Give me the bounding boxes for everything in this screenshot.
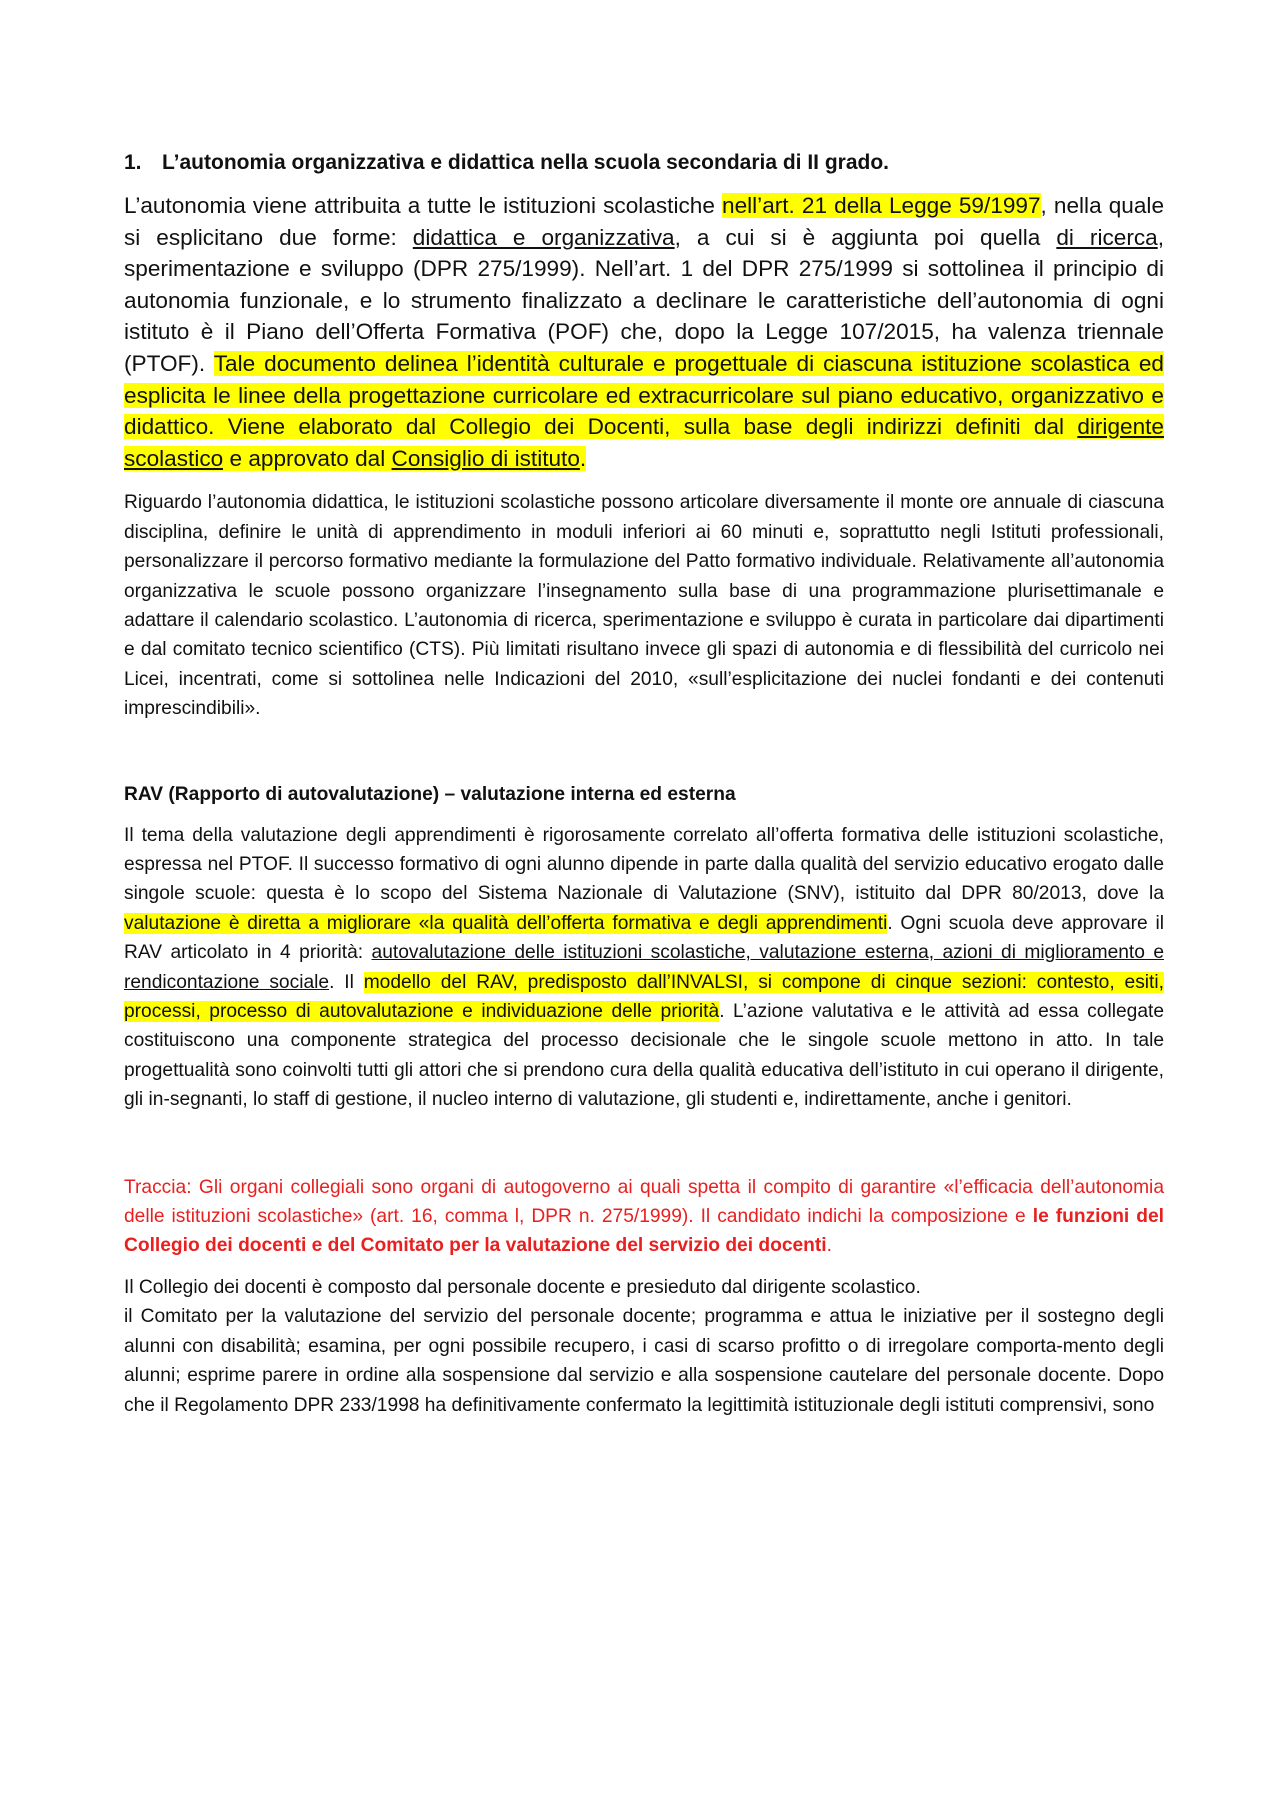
section-1-paragraph-2: Riguardo l’autonomia didattica, le istituzioni scolastiche possono articolare diversamente il monte ore annuale di ciascuna disciplina, definire le unità di apprendimento in moduli inferiori ai 60 minuti e, soprattutto negli Istituti professionali, personalizzare il percorso formativo mediante la formulazione del Patto formativo individuale. Relativamente all’autonomia organizzativa le scuole possono organizzare l’insegnamento sulla base di una programmazione plurisettimanale e adattare il calendario scolastico. L’autonomia di ricerca, sperimentazione e sviluppo è curata in particolare dai dipartimenti e dal comitato tecnico scientifico (CTS). Più limitati risultano invece gli spazi di autonomia e di flessibilità del curricolo nei Licei, incentrati, come si sottolinea nelle Indicazioni del 2010, «sull’esplicitazione dei nuclei fondanti e dei contenuti imprescindibili».: [124, 492, 1164, 720]
underline-run: didattica e organizzativa: [412, 224, 675, 250]
text-run: . Ogni scuola deve approvare il RAV articolato in 4 priorità:: [124, 912, 1164, 964]
highlight-run: Tale documento delinea l’identità culturale e progettuale di ciascuna istituzione scolastica ed esplicita le linee della progettazione curricolare ed extracurricolare sul piano educativo, organizzativo e didattico. Viene elaborato dal Collegio dei Docenti, sulla base degli indirizzi definiti dal: [124, 350, 1164, 440]
highlight-run: e approvato dal: [223, 445, 392, 471]
bold-run: le funzioni del Collegio dei docenti e del Comitato per la valutazione del servizio dei docenti: [124, 1206, 1164, 1257]
underline-run: autovalutazione delle istituzioni scolastiche, valutazione esterna, azioni di miglioramento e rendicontazione sociale: [124, 942, 1164, 993]
trace-paragraph: [124, 1173, 1164, 1261]
section-3-paragraph-1: Il Collegio dei docenti è composto dal personale docente e presieduto dal dirigente scolastico.: [124, 1276, 921, 1298]
text-run: Traccia: Gli organi collegiali sono organi di autogoverno ai quali spetta il compito di garantire «l’efficacia dell’autonomia delle istituzioni scolastiche» (art. 16, comma l, DPR n. 275/1999). Il candidato indichi la composizione e: [124, 1176, 1164, 1228]
underline-run: di ricerca: [1056, 224, 1158, 250]
text-run: . Il: [329, 971, 364, 993]
section-1-heading: [124, 148, 1164, 178]
text-run: .: [826, 1235, 832, 1257]
text-run: , sperimentazione e sviluppo (DPR 275/1999). Nell’art. 1 del DPR 275/1999 si sottolinea il principio di autonomia funzionale, e lo strumento finalizzato a declinare le caratteristiche dell’autonomia di ogni istituto è il Piano dell’Offerta Formativa (POF) che, dopo la Legge 107/2015, ha valenza triennale (PTOF).: [124, 224, 1164, 376]
section-3-paragraph-2: il Comitato per la valutazione del servizio del personale docente; programma e attua le iniziative per il sostegno degli alunni con disabilità; esamina, per ogni possibile recupero, i casi di scarso profitto o di irregolare comporta-mento degli alunni; esprime parere in ordine alla sospensione dal servizio e alla sospensione cautelare del personale docente. Dopo che il Regolamento DPR 233/1998 ha definitivamente confermato la legittimità istituzionale degli istituti comprensivi, sono: [124, 1306, 1164, 1416]
text-run: , nella quale si esplicitano due forme:: [124, 193, 1165, 250]
document-page: [124, 148, 1164, 1420]
section-2-paragraph-1: [124, 821, 1164, 1115]
section-number: 1.: [124, 151, 142, 174]
highlight-underline-run: dirigente scolastico: [124, 414, 1164, 471]
section-1-paragraph-1: [124, 190, 1164, 474]
highlight-run: modello del RAV, predisposto dall’INVALSI, si compone di cinque sezioni: contesto, esiti, processi, processo di autovalutazione e individuazione delle priorità: [124, 971, 1164, 1023]
section-1-title: L’autonomia organizzativa e didattica nella scuola secondaria di II grado.: [162, 151, 890, 174]
highlight-underline-run: Consiglio di istituto: [391, 445, 580, 471]
highlight-run: valutazione è diretta a migliorare «la qualità dell’offerta formativa e degli apprendimenti: [124, 912, 888, 934]
section-2-heading: RAV (Rapporto di autovalutazione) – valutazione interna ed esterna: [124, 783, 736, 805]
highlight-run: .: [579, 445, 587, 471]
highlight-run: nell’art. 21 della Legge 59/1997: [722, 193, 1041, 218]
text-run: L’autonomia viene attribuita a tutte le istituzioni scolastiche: [124, 193, 722, 218]
text-run: Il tema della valutazione degli apprendimenti è rigorosamente correlato all’offerta formativa delle istituzioni scolastiche, espressa nel PTOF. Il successo formativo di ogni alunno dipende in parte dalla qualità del servizio educativo erogato dalle singole scuole: questa è lo scopo del Sistema Nazionale di Valutazione (SNV), istituito dal DPR 80/2013, dove la: [124, 824, 1164, 905]
text-run: , a cui si è aggiunta poi quella: [674, 224, 1057, 250]
text-run: . L’azione valutativa e le attività ad essa collegate costituiscono una componente strategica del processo decisionale che le singole scuole mettono in atto. In tale progettualità sono coinvolti tutti gli attori che si prendono cura della qualità educativa dell’istituto in cui operano il dirigente, gli in-segnanti, lo staff di gestione, il nucleo interno di valutazione, gli studenti e, indirettamente, anche i genitori.: [124, 1001, 1164, 1111]
